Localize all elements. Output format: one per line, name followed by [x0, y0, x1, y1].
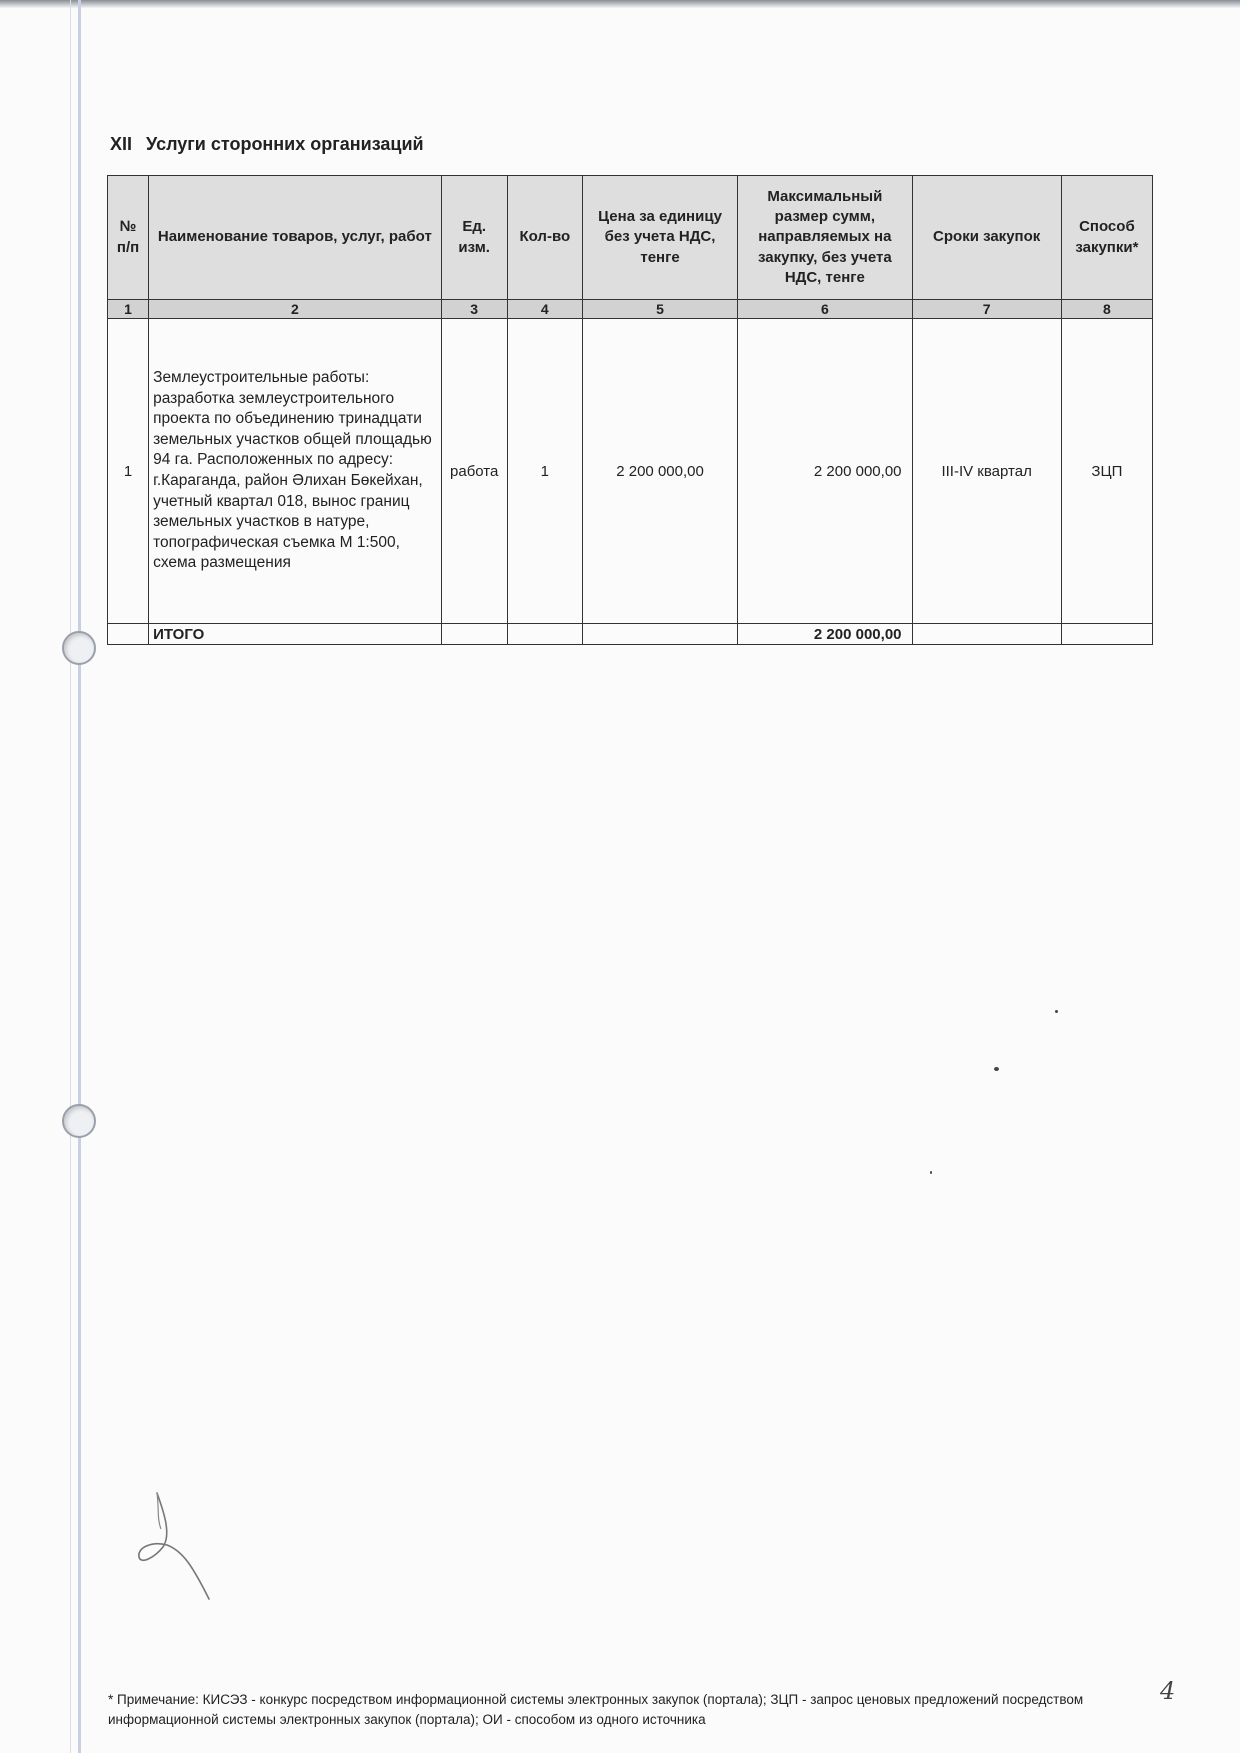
header-cell: Максимальный размер сумм, направляемых на закупку, без учета НДС, тенге [738, 176, 912, 300]
total-label: ИТОГО [149, 624, 442, 645]
unit-of-measure: работа [441, 319, 507, 624]
empty-cell [582, 624, 737, 645]
total-amount: 2 200 000,00 [738, 624, 912, 645]
punch-hole [62, 1104, 96, 1138]
binding-line [78, 0, 81, 1753]
scan-speck [1055, 1010, 1058, 1013]
column-number: 4 [507, 300, 582, 319]
total-row [108, 624, 1153, 645]
header-row [108, 176, 1153, 300]
section-title: Услуги сторонних организаций [146, 134, 424, 154]
column-number-row [108, 300, 1153, 319]
page-number: 4 [1160, 1677, 1176, 1705]
header-cell: Кол-во [507, 176, 582, 300]
item-description: Землеустроительные работы: разработка землеустроительного проекта по объединению тринадцати земельных участков общей площадью 94 га. Расположенных по адресу: г.Караганда, район Әлихан Бөкейхан, учетный квартал 018, вынос границ земельных участков в натуре, топографическая съемка М 1:500, схема размещения [149, 319, 442, 624]
max-amount: 2 200 000,00 [738, 319, 912, 624]
empty-cell [507, 624, 582, 645]
scan-speck [994, 1067, 999, 1071]
column-number: 3 [441, 300, 507, 319]
section-number: XII [110, 134, 133, 154]
binding-line [70, 0, 71, 1753]
scan-speck [930, 1171, 932, 1174]
procurement-table [107, 175, 1153, 645]
empty-cell [441, 624, 507, 645]
header-cell: Ед. изм. [441, 176, 507, 300]
procurement-method: ЗЦП [1061, 319, 1152, 624]
footnote: * Примечание: КИСЭЗ - конкурс посредством информационной системы электронных закупок (портала); ЗЦП - запрос ценовых предложений посредством информационной системы электронных закупок (портала); ОИ - способом из одного источника [108, 1692, 1084, 1727]
header-cell: № п/п [108, 176, 149, 300]
header-cell: Сроки закупок [912, 176, 1061, 300]
column-number: 2 [149, 300, 442, 319]
row-number: 1 [108, 319, 149, 624]
section-heading [110, 134, 424, 155]
punch-hole [62, 631, 96, 665]
header-cell: Способ закупки* [1061, 176, 1152, 300]
column-number: 1 [108, 300, 149, 319]
empty-cell [912, 624, 1061, 645]
table-row [108, 319, 1153, 624]
scan-top-edge [0, 0, 1240, 8]
column-number: 6 [738, 300, 912, 319]
procurement-period: III-IV квартал [912, 319, 1061, 624]
handwritten-signature [135, 1485, 225, 1605]
quantity: 1 [507, 319, 582, 624]
column-number: 8 [1061, 300, 1152, 319]
column-number: 5 [582, 300, 737, 319]
header-cell: Цена за единицу без учета НДС, тенге [582, 176, 737, 300]
column-number: 7 [912, 300, 1061, 319]
header-cell: Наименование товаров, услуг, работ [149, 176, 442, 300]
empty-cell [108, 624, 149, 645]
unit-price: 2 200 000,00 [582, 319, 737, 624]
empty-cell [1061, 624, 1152, 645]
